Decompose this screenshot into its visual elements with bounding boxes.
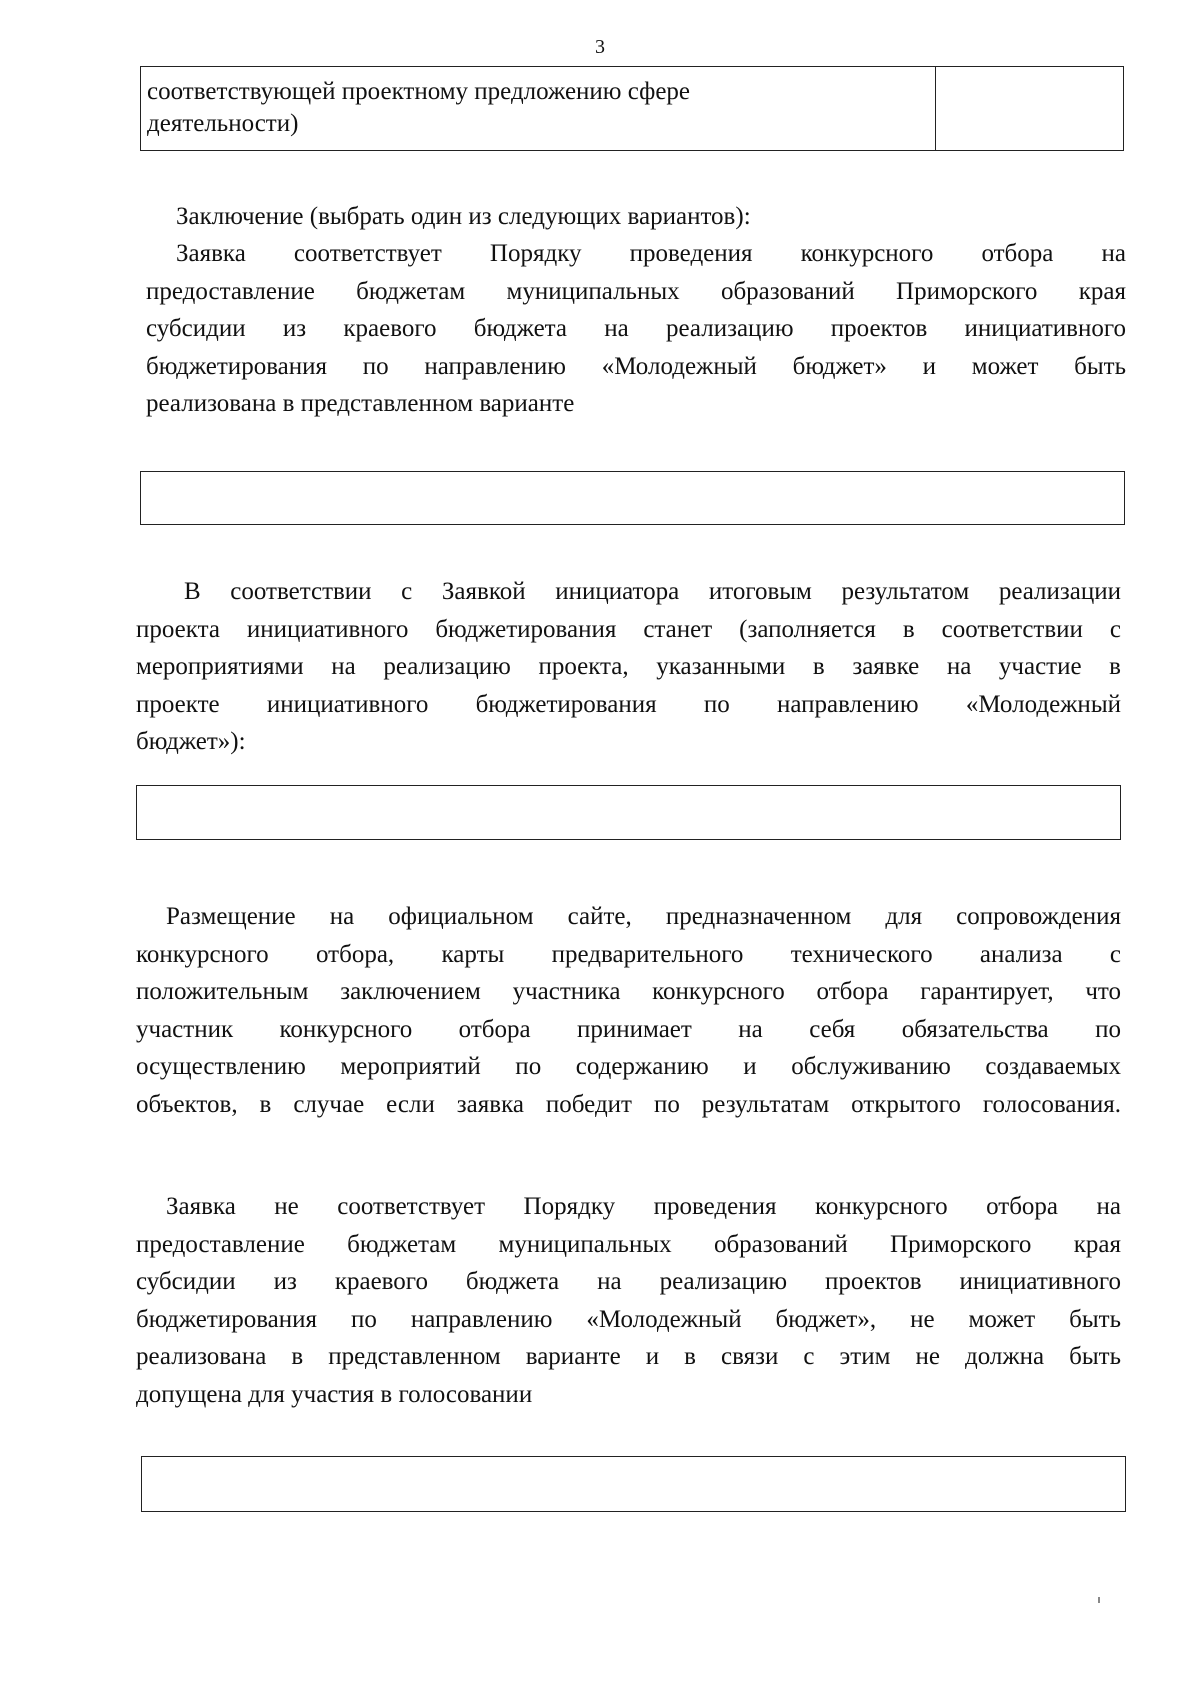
paragraph-line: допущена для участия в голосовании — [136, 1380, 533, 1408]
paragraph-line: объектов, в случае если заявка победит по результатам открытого голосования. — [136, 1090, 1121, 1118]
table-cell-empty — [936, 67, 1123, 150]
negative-entry-box[interactable] — [141, 1456, 1126, 1512]
placement-paragraph — [136, 898, 1121, 1123]
scan-speck — [1098, 1597, 1100, 1603]
paragraph-line: мероприятиями на реализацию проекта, указанными в заявке на участие в — [136, 653, 1121, 680]
conclusion-heading — [176, 198, 1126, 236]
conclusion-heading-text: Заключение (выбрать один из следующих вариантов): — [176, 203, 751, 230]
top-table — [140, 66, 1124, 151]
conclusion-entry-box[interactable] — [140, 471, 1125, 525]
table-cell-text — [141, 67, 936, 150]
table-cell-line: деятельности) — [147, 110, 299, 137]
paragraph-line: проекта инициативного бюджетирования станет (заполняется в соответствии с — [136, 615, 1121, 643]
page-number: 3 — [595, 36, 605, 58]
paragraph-line: Заявка не соответствует Порядку проведения конкурсного отбора на — [166, 1193, 1121, 1220]
paragraph-line: бюджет»): — [136, 728, 246, 755]
result-entry-box[interactable] — [136, 785, 1121, 840]
paragraph-line: реализована в представленном варианте и в связи с этим не должна быть — [136, 1343, 1121, 1370]
paragraph-line: проекте инициативного бюджетирования по направлению «Молодежный — [136, 690, 1121, 718]
paragraph-line: предоставление бюджетам муниципальных образований Приморского края — [146, 277, 1126, 305]
result-paragraph — [136, 573, 1121, 761]
conclusion-paragraph — [146, 235, 1126, 423]
paragraph-line: бюджетирования по направлению «Молодежный бюджет» и может быть — [146, 352, 1126, 380]
paragraph-line: В соответствии с Заявкой инициатора итоговым результатом реализации — [184, 578, 1121, 605]
paragraph-line: бюджетирования по направлению «Молодежный бюджет», не может быть — [136, 1305, 1121, 1333]
paragraph-line: реализована в представленном варианте — [146, 390, 575, 417]
table-cell-line: соответствующей проектному предложению сфере — [147, 78, 691, 105]
paragraph-line: Размещение на официальном сайте, предназначенном для сопровождения — [166, 903, 1121, 930]
paragraph-line: Заявка соответствует Порядку проведения конкурсного отбора на — [176, 240, 1126, 267]
paragraph-line: конкурсного отбора, карты предварительного технического анализа с — [136, 940, 1121, 968]
negative-paragraph — [136, 1188, 1121, 1413]
paragraph-line: положительным заключением участника конкурсного отбора гарантирует, что — [136, 978, 1121, 1005]
paragraph-line: предоставление бюджетам муниципальных образований Приморского края — [136, 1230, 1121, 1258]
paragraph-line: субсидии из краевого бюджета на реализацию проектов инициативного — [136, 1268, 1121, 1295]
paragraph-line: осуществлению мероприятий по содержанию и обслуживанию создаваемых — [136, 1053, 1121, 1080]
paragraph-line: субсидии из краевого бюджета на реализацию проектов инициативного — [146, 315, 1126, 342]
paragraph-line: участник конкурсного отбора принимает на себя обязательства по — [136, 1015, 1121, 1043]
